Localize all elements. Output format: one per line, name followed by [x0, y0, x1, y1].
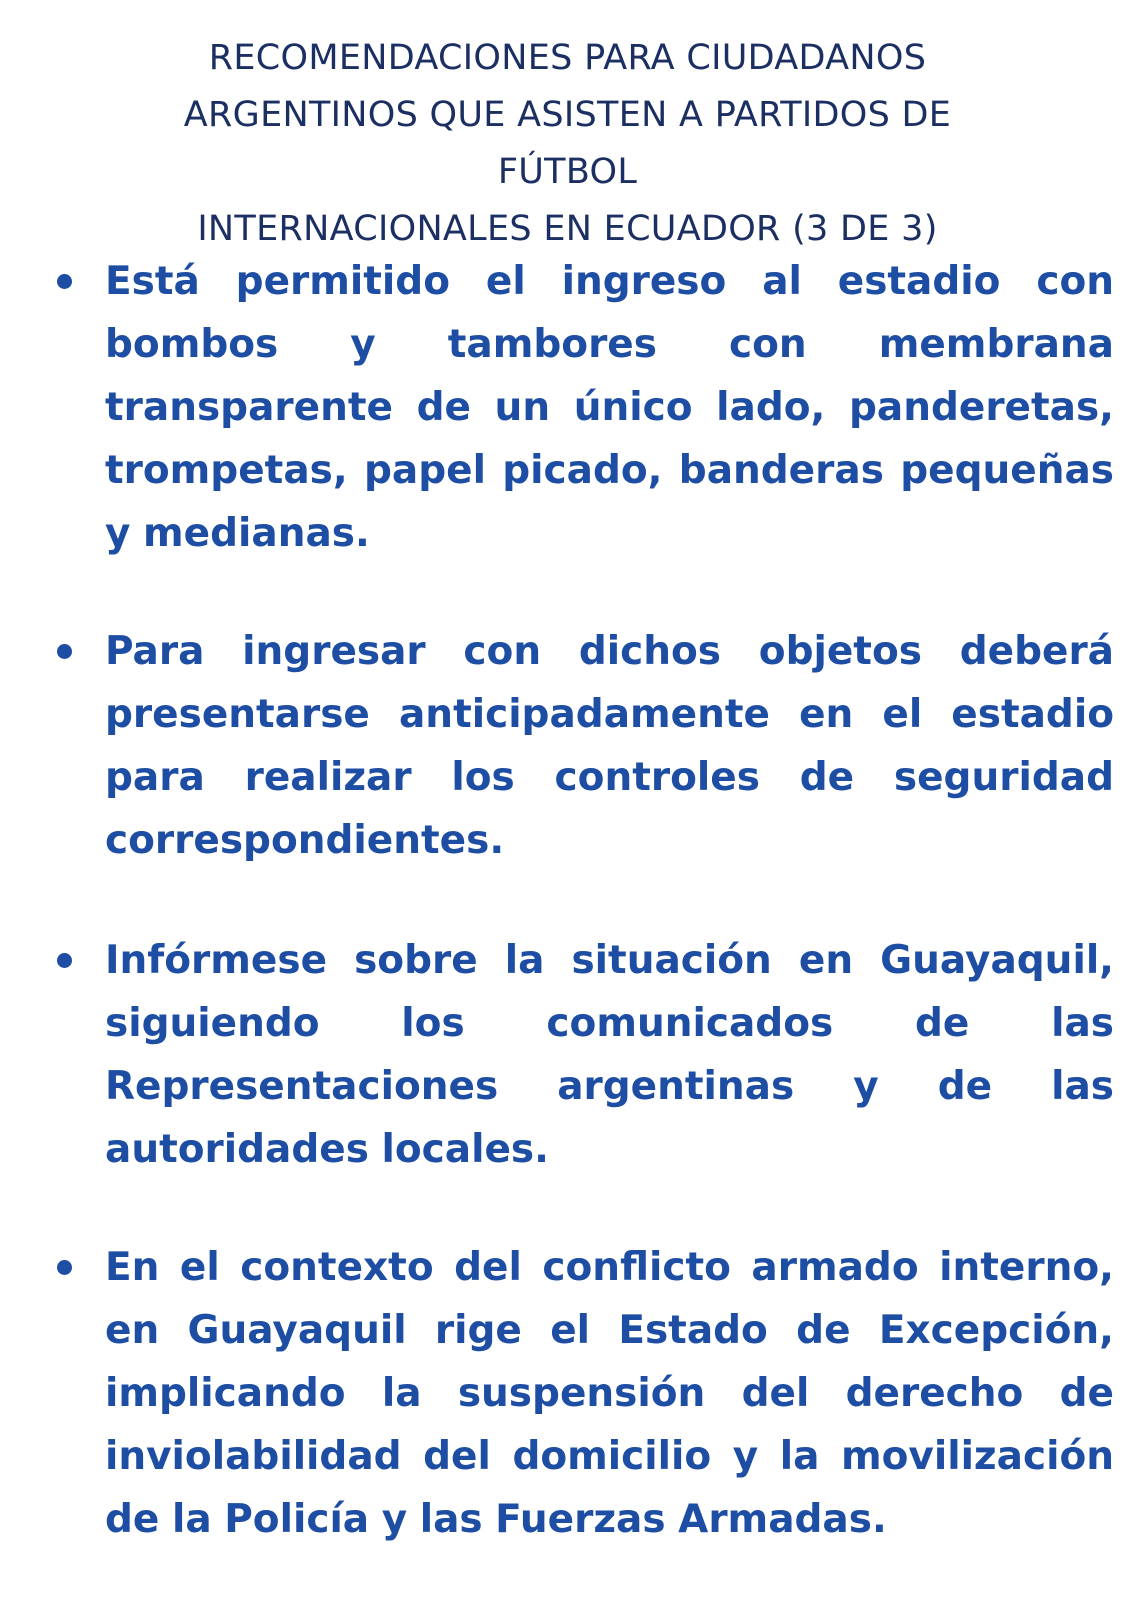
list-item-text: Para ingresar con dichos objetos deberá presentarse anticipadamente en el estadio para realizar los controles de seguridad correspondientes.: [105, 629, 1114, 863]
bullet-icon: [57, 644, 72, 659]
list-item-text: En el contexto del conflicto armado interno, en Guayaquil rige el Estado de Excepción, implicando la suspensión del derecho de inviolabilidad del domicilio y la movilización de la Policía y las Fuerzas Armadas.: [105, 1245, 1114, 1542]
list-item: [105, 1236, 1114, 1551]
list-item-text: Está permitido el ingreso al estadio con bombos y tambores con membrana transparente de un único lado, panderetas, trompetas, papel picado, banderas pequeñas y medianas.: [105, 259, 1114, 556]
list-item: [105, 250, 1114, 565]
title-line-4: INTERNACIONALES EN ECUADOR (3 DE 3): [197, 209, 938, 249]
page-title: [60, 30, 1075, 258]
bullet-icon: [57, 274, 72, 289]
title-line-1: RECOMENDACIONES PARA CIUDADANOS: [208, 38, 927, 78]
bullet-icon: [57, 1260, 72, 1275]
title-line-3: FÚTBOL: [497, 152, 638, 192]
bullet-icon: [57, 953, 72, 968]
list-item: [105, 620, 1114, 872]
title-line-2: ARGENTINOS QUE ASISTEN A PARTIDOS DE: [183, 95, 952, 135]
list-item: [105, 929, 1114, 1181]
list-item-text: Infórmese sobre la situación en Guayaquil, siguiendo los comunicados de las Representaciones argentinas y de las autoridades locales.: [105, 938, 1114, 1172]
